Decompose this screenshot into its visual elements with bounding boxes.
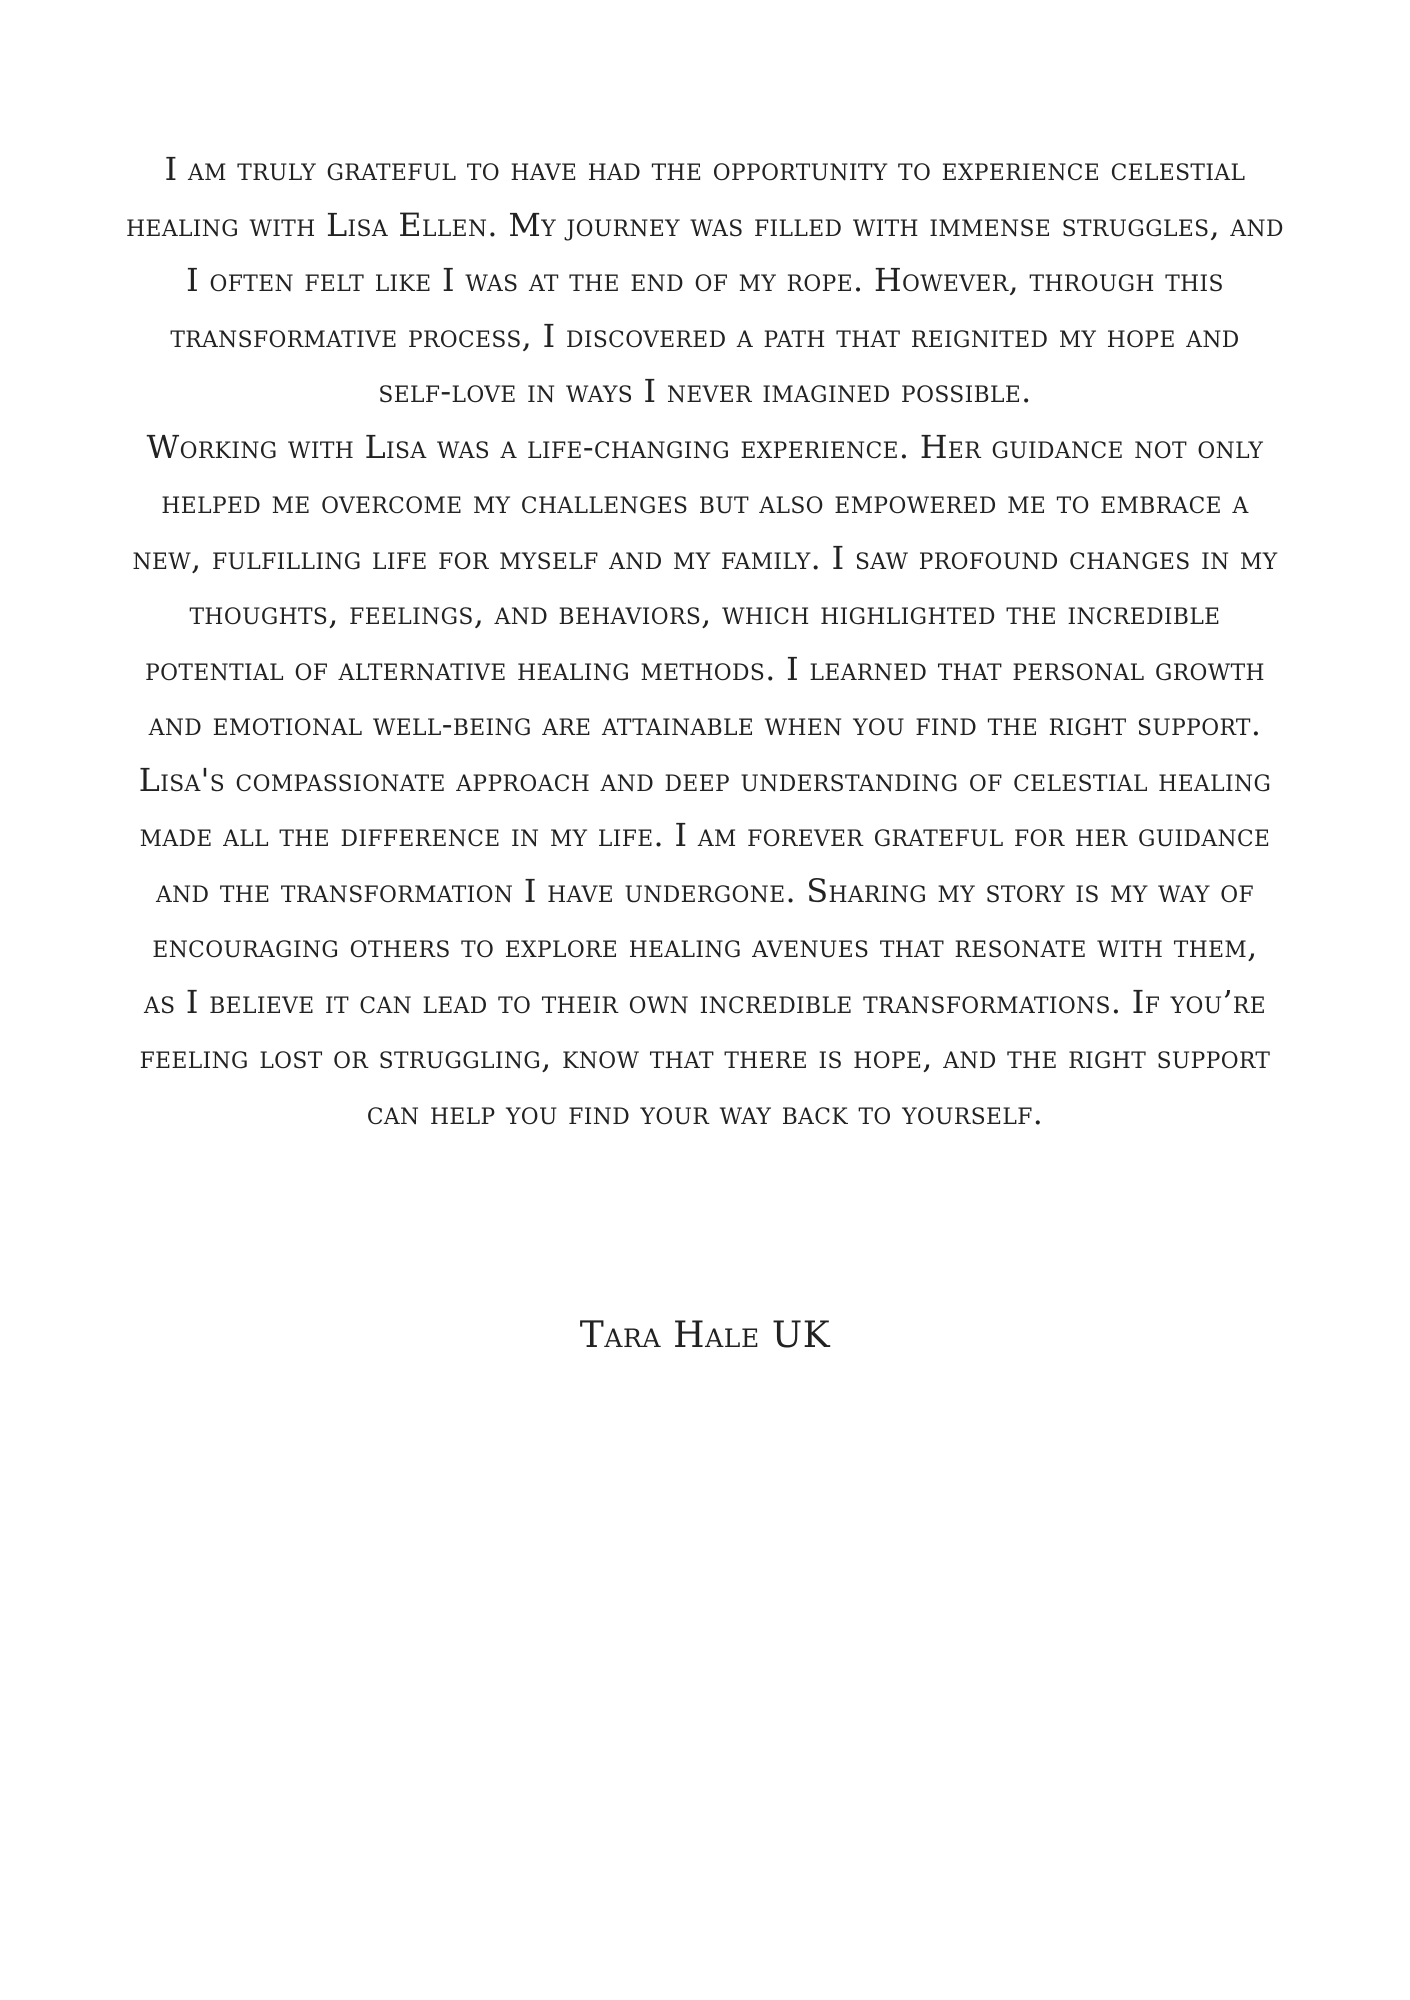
testimonial-line: helped me overcome my challenges but also empowered me to embrace a [161,483,1249,521]
testimonial-line: Lisa's compassionate approach and deep understanding of celestial healing [138,760,1272,799]
testimonial-text [0,142,1410,1141]
testimonial-line: transformative process, I discovered a path that reignited my hope and [170,316,1240,355]
testimonial-line: I am truly grateful to have had the opportunity to experience celestial [164,150,1246,188]
testimonial-line: new, fulfilling life for myself and my family. I saw profound changes in my [132,538,1278,577]
testimonial-line: and emotional well-being are attainable when you find the right support. [148,705,1262,743]
testimonial-line: feeling lost or struggling, know that there is hope, and the right support [139,1038,1271,1076]
testimonial-line: and the transformation I have undergone. Sharing my story is my way of [155,871,1255,910]
testimonial-line: can help you find your way back to yourself. [366,1093,1044,1132]
testimonial-line: I often felt like I was at the end of my rope. However, through this [186,261,1224,299]
testimonial-line: potential of alternative healing methods. I learned that personal growth [145,649,1265,688]
testimonial-line: thoughts, feelings, and behaviors, which highlighted the incredible [189,594,1221,632]
testimonial-line: made all the difference in my life. I am forever grateful for her guidance [139,816,1271,854]
testimonial-line: healing with Lisa Ellen. My journey was filled with immense struggles, and [126,205,1284,244]
testimonial-line: Working with Lisa was a life-changing experience. Her guidance not only [146,427,1264,466]
testimonial-line: as I believe it can lead to their own incredible transformations. If you’re [143,982,1267,1021]
author-signature: Tara Hale UK [579,1315,831,1356]
testimonial-line: encouraging others to explore healing avenues that resonate with them, [152,927,1258,965]
testimonial-line: self-love in ways I never imagined possible. [378,372,1032,410]
